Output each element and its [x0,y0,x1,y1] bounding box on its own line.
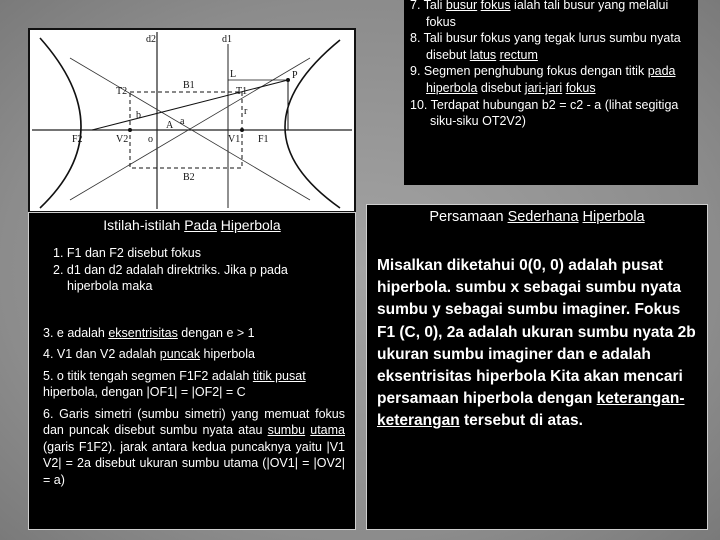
label-a: a [180,116,185,127]
label-d2: d2 [146,34,156,45]
label-r: r [244,106,248,117]
point-p [286,78,290,82]
def-item-10-cont: siku-siku OT2V2) [430,114,526,129]
label-p: P [292,70,298,81]
label-f2: F2 [72,134,83,145]
term-item-1: 1. F1 dan F2 disebut fokus [53,246,202,260]
term-item-3: 3. e adalah eksentrisitas dengan e > 1 [43,325,255,340]
def-item-9-cont: hiperbola disebut jari-jari fokus [426,80,596,95]
def-item-7: 7. Tali busur fokus ialah tali busur yang melalui [410,0,669,12]
simple-equation-panel [366,204,708,530]
label-o: o [148,134,153,145]
terms-panel [28,212,356,530]
term-item-4: 4. V1 dan V2 adalah puncak hiperbola [43,347,255,361]
label-l: L [230,69,237,80]
label-b: b [136,110,141,121]
label-angle: A [166,120,174,131]
vertex-v1-point [240,128,244,132]
label-b2: B2 [183,172,195,183]
hyperbola-figure [30,30,354,211]
def-item-10: 10. Terdapat hubungan b2 = c2 - a (lihat segitiga [410,97,679,112]
label-v1: V1 [228,134,241,145]
def-item-8-cont: disebut latus rectum [426,47,538,62]
vertex-v2-point [128,128,132,132]
label-t1: T1 [236,86,248,97]
label-b1: B1 [183,80,195,91]
term-item-5: 5. o titik tengah segmen F1F2 adalah titik pusat hiperbola, dengan |OF1| = |OF2| = C [43,368,306,399]
definitions-panel [404,0,698,185]
term-item-2-cont: hiperbola maka [67,279,153,293]
label-t2: T2 [116,86,128,97]
terms-title: Istilah-istilah Pada Hiperbola [103,217,281,233]
hyperbola-left-branch [40,38,81,208]
term-item-6: 6. Garis simetri (sumbu simetri) yang memuat fokus dan puncak disebut sumbu nyata atau sumbu utama (garis F1F2). jarak antara kedua puncaknya yaitu |V1 V2| = 2a disebut ukuran sumbu utama (|OV1| = |OV2| = a) [43,406,345,487]
label-d1: d1 [222,34,232,45]
def-item-7-cont: fokus [426,14,456,29]
hyperbola-right-branch [285,40,340,208]
def-item-9: 9. Segmen penghubung fokus dengan titik pada [410,64,676,79]
term-item-2: 2. d1 dan d2 adalah direktriks. Jika p pada [53,262,288,277]
label-f1: F1 [258,134,269,145]
def-item-8: 8. Tali busur fokus yang tegak lurus sumbu nyata [410,31,681,46]
label-v2: V2 [116,134,129,145]
equation-body: Misalkan diketahui 0(0, 0) adalah pusat hiperbola. sumbu x sebagai sumbu nyata sumbu y sebagai sumbu imaginer. Fokus F1 (C, 0), 2a adalah ukuran sumbu nyata 2b ukuran sumbu imaginer dan e adalah eksentrisitas hiperbola Kita akan mencari persamaan hiperbola dengan keterangan-keterangan tersebut di atas. [377,257,696,430]
equation-title: Persamaan Sederhana Hiperbola [429,209,645,225]
hyperbola-diagram [28,28,356,213]
